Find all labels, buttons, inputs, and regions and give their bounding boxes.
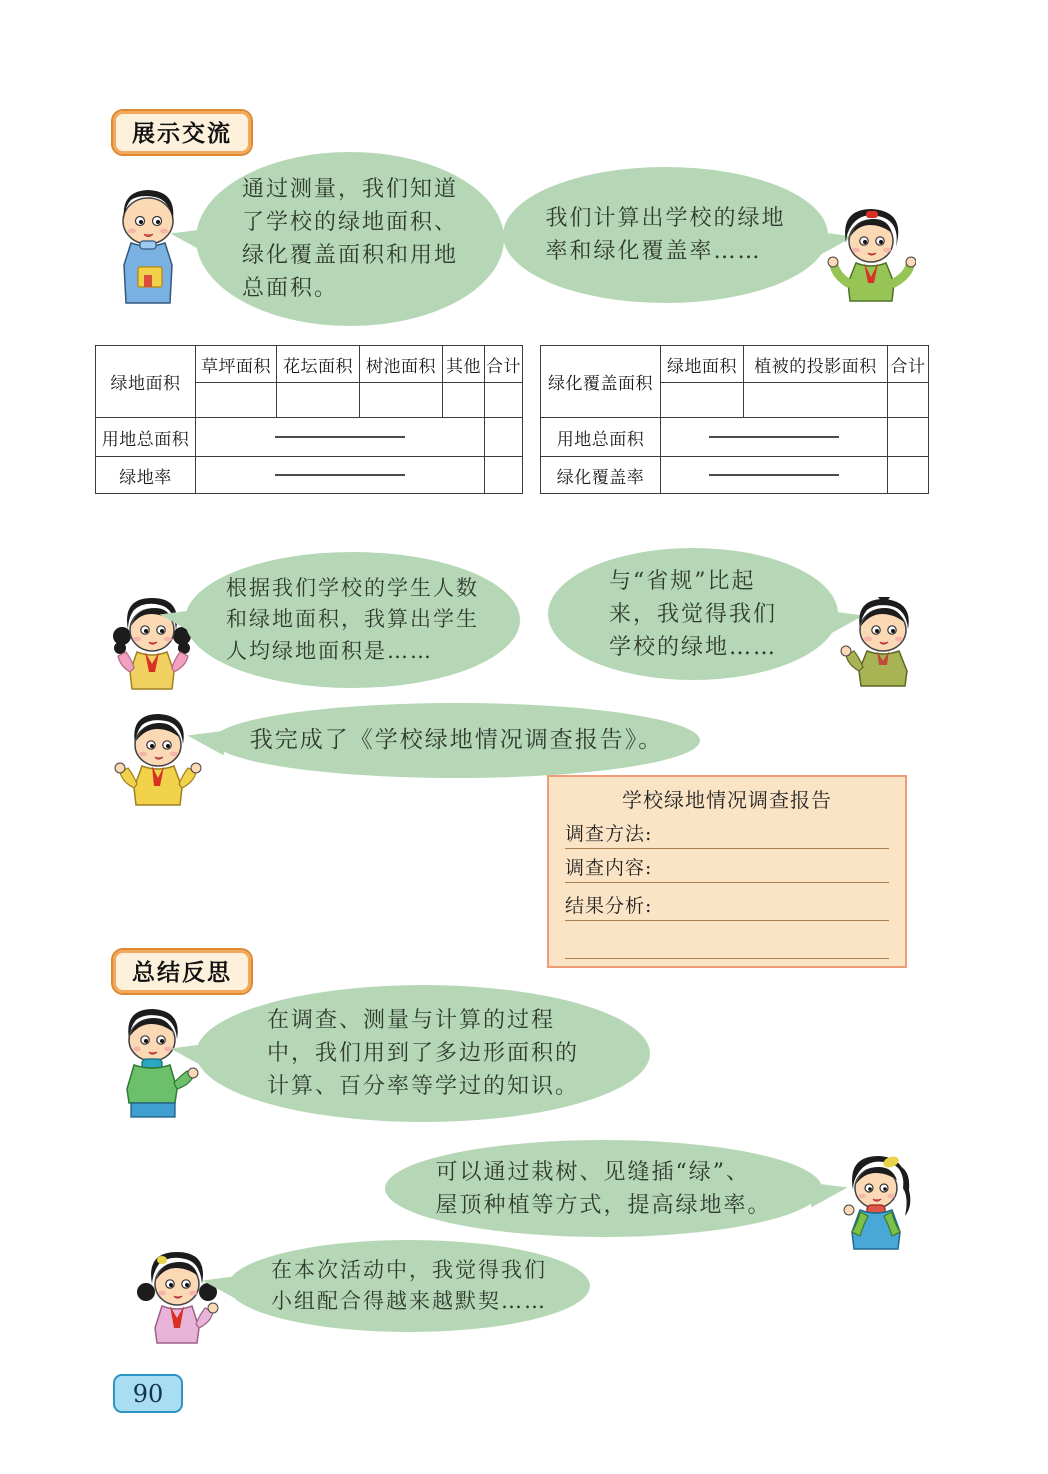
- blank-cell: [888, 418, 929, 457]
- boy-yellow-shirt-illustration: [110, 708, 206, 808]
- bubble-3-tail: [158, 606, 198, 635]
- bubble-4-line: 与“省规”比起: [608, 568, 756, 594]
- section-badge-display-exchange: 展示交流: [113, 111, 251, 154]
- bubble-1-tail: [169, 225, 209, 254]
- fraction-bar: [275, 436, 405, 438]
- speech-bubble-3: [185, 552, 520, 688]
- character-girl-green-shirt: [826, 203, 916, 309]
- fraction-bar: [709, 436, 839, 438]
- green-area-row-label: 绿地面积: [96, 346, 196, 418]
- row-label-total-land: 用地总面积: [96, 418, 196, 457]
- bubble-2-line: 我们计算出学校的绿地: [545, 206, 786, 231]
- blank-cell: [196, 383, 277, 418]
- blank-cell: [485, 383, 523, 418]
- bubble-1-line: 通过测量，我们知道: [241, 177, 458, 202]
- blank-cell: [277, 383, 360, 418]
- page-number: 90: [132, 1379, 164, 1408]
- col-header-other: 其他: [443, 346, 485, 383]
- col-header-lawn: 草坪面积: [196, 346, 277, 383]
- bubble-6-line: 中，我们用到了多边形面积的: [266, 1041, 579, 1066]
- report-field-label: 调查方法:: [565, 823, 653, 845]
- bubble-8-line: 小组配合得越来越默契……: [271, 1289, 547, 1313]
- character-girl-blue-jacket: [833, 1150, 923, 1256]
- speech-bubble-6: [196, 985, 650, 1122]
- fraction-cell: [196, 457, 485, 494]
- report-blank-line: [565, 921, 889, 959]
- bubble-8-line: 在本次活动中，我觉得我们: [271, 1257, 547, 1282]
- row-label-coverage-rate: 绿化覆盖率: [541, 457, 661, 494]
- bubble-6-line: 计算、百分率等学过的知识。: [266, 1074, 579, 1099]
- bubble-8-tail: [201, 1272, 241, 1301]
- blank-cell: [744, 383, 888, 418]
- row-label-green-rate: 绿地率: [96, 457, 196, 494]
- speech-bubble-2: [503, 167, 828, 303]
- bubble-4-line: 学校的绿地……: [608, 634, 777, 660]
- blank-cell: [485, 418, 523, 457]
- col-header-canopy: 植被的投影面积: [744, 346, 888, 383]
- col-header-flowerbed: 花坛面积: [277, 346, 360, 383]
- bubble-7-line: 可以通过栽树、见缝插“绿”、: [435, 1159, 750, 1185]
- col-header-total: 合计: [485, 346, 523, 383]
- blank-cell: [888, 383, 929, 418]
- bubble-3-line: 根据我们学校的学生人数: [226, 575, 479, 600]
- girl-blue-jacket-illustration: [833, 1150, 923, 1252]
- speech-bubble-4: [548, 548, 838, 680]
- boy-olive-jacket-illustration: [838, 593, 926, 689]
- bubble-1-line: 了学校的绿地面积、: [241, 210, 458, 235]
- bubble-6-tail: [169, 1039, 209, 1068]
- blank-cell: [661, 383, 744, 418]
- speech-bubble-1: [196, 152, 504, 326]
- report-box: [547, 775, 907, 968]
- coverage-table: [540, 345, 929, 494]
- bubble-7-line: 屋顶种植等方式，提高绿地率。: [435, 1192, 772, 1218]
- bubble-5-line: 我完成了《学校绿地情况调查报告》。: [249, 727, 664, 754]
- fraction-cell: [661, 418, 888, 457]
- bubble-3-line: 人均绿地面积是……: [226, 638, 433, 663]
- report-field-content: [565, 849, 889, 883]
- blank-cell: [485, 457, 523, 494]
- character-girl-pigtails: [106, 590, 198, 696]
- fraction-bar: [709, 474, 839, 476]
- col-header-green-area: 绿地面积: [661, 346, 744, 383]
- report-field-label: 调查内容:: [565, 857, 653, 879]
- bubble-5-tail: [186, 726, 226, 755]
- bubble-1-line: 总面积。: [241, 276, 338, 301]
- blank-cell: [360, 383, 443, 418]
- coverage-row-label: 绿化覆盖面积: [541, 346, 661, 418]
- report-title: 学校绿地情况调查报告: [622, 788, 832, 812]
- row-label-total-land: 用地总面积: [541, 418, 661, 457]
- character-boy-yellow-shirt: [110, 708, 206, 812]
- speech-bubble-7: [385, 1140, 822, 1237]
- blank-cell: [888, 457, 929, 494]
- girl-green-shirt-illustration: [826, 203, 916, 305]
- report-field-method: [565, 815, 889, 849]
- fraction-cell: [196, 418, 485, 457]
- bubble-3-line: 和绿地面积，我算出学生: [226, 607, 479, 632]
- fraction-bar: [275, 474, 405, 476]
- bubble-6-line: 在调查、测量与计算的过程: [266, 1008, 555, 1033]
- bubble-2-line: 率和绿化覆盖率……: [545, 239, 762, 264]
- section-badge-summary-reflection: 总结反思: [113, 950, 251, 993]
- speech-bubble-5: [213, 703, 700, 778]
- fraction-cell: [661, 457, 888, 494]
- bubble-1-line: 绿化覆盖面积和用地: [241, 243, 458, 268]
- page-number-badge: [113, 1374, 183, 1413]
- speech-bubble-8: [228, 1240, 590, 1332]
- green-area-table: [95, 345, 523, 494]
- col-header-total: 合计: [888, 346, 929, 383]
- blank-cell: [443, 383, 485, 418]
- report-field-analysis: [565, 883, 889, 921]
- report-field-label: 结果分析:: [565, 895, 653, 917]
- character-boy-olive-jacket: [838, 593, 926, 693]
- col-header-treepit: 树池面积: [360, 346, 443, 383]
- bubble-4-line: 来，我觉得我们: [608, 601, 777, 627]
- girl-pigtails-illustration: [106, 590, 198, 692]
